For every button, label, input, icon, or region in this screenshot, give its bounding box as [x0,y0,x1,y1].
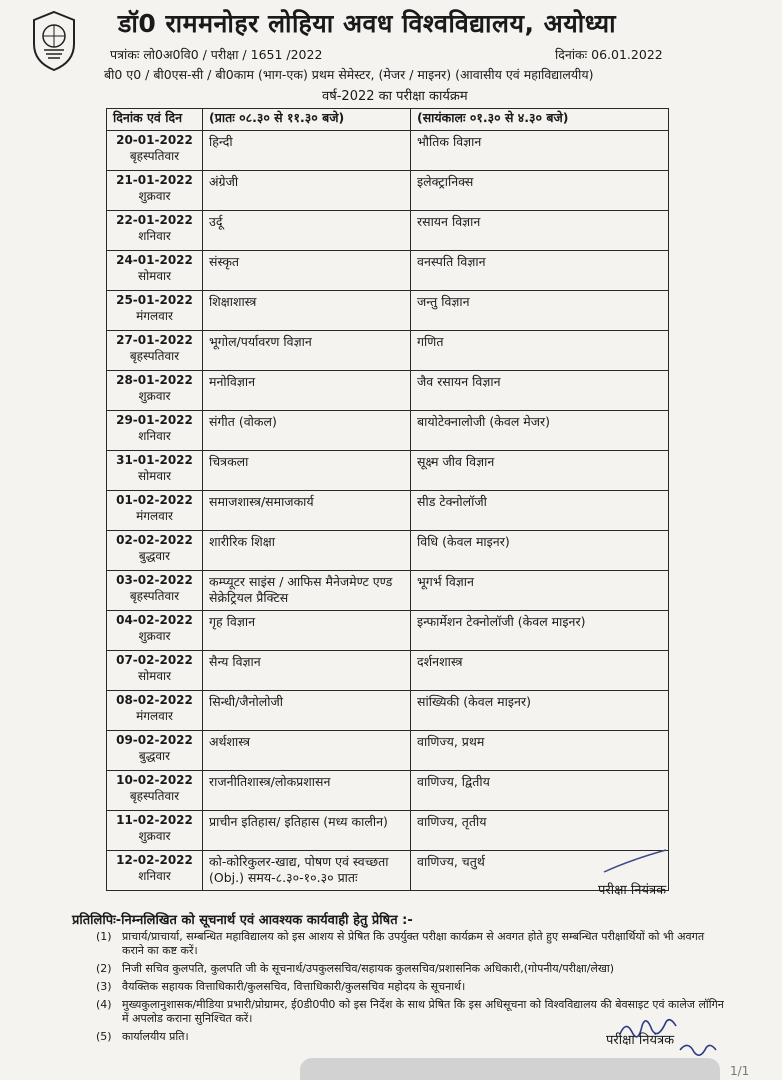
morning-subject-cell: को-कोरिकुलर-खाद्य, पोषण एवं स्वच्छता (Obj.) समय-८.३०-१०.३० प्रातः [203,851,411,891]
morning-subject-cell: गृह विज्ञान [203,611,411,651]
copy-to-heading: प्रतिलिपिः-निम्नलिखित को सूचनार्थ एवं आवश्यक कार्यवाही हेतु प्रेषित :- [72,913,413,928]
table-row [107,171,669,211]
exam-date: 25-01-2022 [116,293,193,307]
evening-subject-cell: बायोटेक्नालोजी (केवल मेजर) [411,411,669,451]
exam-date: 03-02-2022 [116,573,193,587]
exam-weekday: शुक्रवार [138,829,171,843]
date-day-cell [107,251,203,291]
evening-subject-cell: जैव रसायन विज्ञान [411,371,669,411]
evening-subject-cell: सीड टेक्नोलॉजी [411,491,669,531]
table-row [107,411,669,451]
exam-date: 07-02-2022 [116,653,193,667]
table-header-row [107,109,669,131]
exam-date: 21-01-2022 [116,173,193,187]
list-item-text: वैयक्तिक सहायक वित्ताधिकारी/कुलसचिव, वित्ताधिकारी/कुलसचिव महोदय के सूचनार्थ। [122,980,466,993]
morning-subject-cell: प्राचीन इतिहास/ इतिहास (मध्य कालीन) [203,811,411,851]
evening-subject-cell: वाणिज्य, प्रथम [411,731,669,771]
table-row [107,531,669,571]
morning-subject-cell: मनोविज्ञान [203,371,411,411]
morning-subject-cell: समाजशास्त्र/समाजकार्य [203,491,411,531]
evening-subject-cell: दर्शनशास्त्र [411,651,669,691]
morning-subject-cell: शारीरिक शिक्षा [203,531,411,571]
exam-date: 10-02-2022 [116,773,193,787]
exam-weekday: मंगलवार [136,309,173,323]
list-item-number: (4) [96,998,112,1011]
table-row [107,731,669,771]
date-day-cell [107,611,203,651]
evening-subject-cell: वाणिज्य, तृतीय [411,811,669,851]
morning-subject-cell: हिन्दी [203,131,411,171]
date-day-cell [107,811,203,851]
table-row [107,811,669,851]
morning-subject-cell: संगीत (वोकल) [203,411,411,451]
exam-controller-signature-title: परीक्षा नियंत्रक [606,1033,675,1048]
exam-date: 27-01-2022 [116,333,193,347]
exam-date: 04-02-2022 [116,613,193,627]
date-day-cell [107,651,203,691]
exam-weekday: शनिवार [138,869,171,883]
exam-weekday: शुक्रवार [138,629,171,643]
signature-stroke [600,846,670,876]
evening-subject-cell: गणित [411,331,669,371]
list-item-number: (3) [96,980,112,993]
exam-weekday: शनिवार [138,229,171,243]
evening-subject-cell: वाणिज्य, द्वितीय [411,771,669,811]
list-item-number: (2) [96,962,112,975]
exam-weekday: सोमवार [137,669,172,683]
exam-date: 01-02-2022 [116,493,193,507]
table-row [107,611,669,651]
table-row [107,491,669,531]
table-row [107,291,669,331]
morning-subject-cell: उर्दू [203,211,411,251]
list-item [96,962,726,976]
exam-date: 08-02-2022 [116,693,193,707]
exam-weekday: बुद्धवार [138,749,171,763]
list-item-text: निजी सचिव कुलपति, कुलपति जी के सूचनार्थ/उपकुलसचिव/सहायक कुलसचिव/प्रशासनिक अधिकारी,(गोपनीय/परीक्षा/लेखा) [122,962,615,975]
date-day-cell [107,211,203,251]
morning-subject-cell: संस्कृत [203,251,411,291]
exam-date: 09-02-2022 [116,733,193,747]
table-row [107,251,669,291]
morning-subject-cell: चित्रकला [203,451,411,491]
date-day-cell [107,491,203,531]
exam-weekday: बृहस्पतिवार [129,349,180,363]
exam-date: 11-02-2022 [116,813,193,827]
header-date-day: दिनांक एवं दिन [107,109,203,131]
morning-subject-cell: अर्थशास्त्र [203,731,411,771]
date-day-cell [107,571,203,611]
list-item [96,980,726,994]
morning-subject-cell: भूगोल/पर्यावरण विज्ञान [203,331,411,371]
morning-subject-cell: सिन्धी/जैनोलोजी [203,691,411,731]
table-row [107,651,669,691]
evening-subject-cell: इन्फार्मेशन टेक्नोलॉजी (केवल माइनर) [411,611,669,651]
date-day-cell [107,331,203,371]
exam-date: 20-01-2022 [116,133,193,147]
exam-weekday: बृहस्पतिवार [129,589,180,603]
table-row [107,451,669,491]
date-day-cell [107,371,203,411]
date-day-cell [107,531,203,571]
date-day-cell [107,131,203,171]
exam-weekday: शुक्रवार [138,389,171,403]
subtitle-schedule-line: वर्ष-2022 का परीक्षा कार्यक्रम [322,89,468,104]
exam-weekday: शनिवार [138,429,171,443]
date-day-cell [107,771,203,811]
evening-subject-cell: सूक्ष्म जीव विज्ञान [411,451,669,491]
list-item-text: कार्यालयीय प्रति। [122,1030,189,1043]
exam-schedule-table [106,108,669,891]
page-indicator: 1/1 [730,1064,750,1078]
evening-subject-cell: रसायन विज्ञान [411,211,669,251]
date-day-cell [107,171,203,211]
exam-weekday: बुद्धवार [138,549,171,563]
date-day-cell [107,731,203,771]
university-seal-logo [30,10,78,72]
exam-date: 22-01-2022 [116,213,193,227]
exam-weekday: बृहस्पतिवार [129,149,180,163]
morning-subject-cell: शिक्षाशास्त्र [203,291,411,331]
exam-date: 28-01-2022 [116,373,193,387]
table-row [107,331,669,371]
evening-subject-cell: वनस्पति विज्ञान [411,251,669,291]
morning-subject-cell: कम्प्यूटर साइंस / आफिस मैनेजमेण्ट एण्ड सेक्रेट्रियल प्रैक्टिस [203,571,411,611]
header-morning-shift: (प्रातः ०८.३० से ११.३० बजे) [203,109,411,131]
table-row [107,691,669,731]
table-row [107,571,669,611]
evening-subject-cell: भौतिक विज्ञान [411,131,669,171]
table-row [107,371,669,411]
header-evening-shift: (सायंकालः ०१.३० से ४.३० बजे) [411,109,669,131]
exam-date: 02-02-2022 [116,533,193,547]
exam-weekday: सोमवार [137,269,172,283]
table-row [107,851,669,891]
exam-date: 31-01-2022 [116,453,193,467]
issue-date: दिनांकः 06.01.2022 [555,47,663,62]
evening-subject-cell: विधि (केवल माइनर) [411,531,669,571]
date-day-cell [107,291,203,331]
subtitle-course-line: बी0 ए0 / बी0एस-सी / बी0काम (भाग-एक) प्रथम सेमेस्टर, (मेजर / माइनर) (आवासीय एवं महाविद्यालयीय) [104,67,594,82]
reference-number: पत्रांकः लो0अ0वि0 / परीक्षा / 1651 /2022 [110,47,323,62]
morning-subject-cell: अंग्रेजी [203,171,411,211]
list-item-number: (1) [96,930,112,943]
list-item-text: मुख्यकुलानुशासक/मीडिया प्रभारी/प्रोग्रामर, ई0डी0पी0 को इस निर्देश के साथ प्रेषित कि इस अधिसूचना को विश्वविद्यालय की बेवसाइट एवं कालेज लॉगिन में अपलोड कराना सुनिश्चित करें। [122,998,724,1025]
date-day-cell [107,851,203,891]
list-item-number: (5) [96,1030,112,1043]
evening-subject-cell: वाणिज्य, चतुर्थ [411,851,669,891]
exam-weekday: मंगलवार [136,509,173,523]
exam-weekday: सोमवार [137,469,172,483]
table-row [107,771,669,811]
table-row [107,211,669,251]
exam-date: 29-01-2022 [116,413,193,427]
morning-subject-cell: राजनीतिशास्त्र/लोकप्रशासन [203,771,411,811]
exam-date: 24-01-2022 [116,253,193,267]
evening-subject-cell: सांख्यिकी (केवल माइनर) [411,691,669,731]
list-item [96,930,726,958]
evening-subject-cell: इलेक्ट्रानिक्स [411,171,669,211]
morning-subject-cell: सैन्य विज्ञान [203,651,411,691]
list-item-text: प्राचार्य/प्राचार्या, सम्बन्धित महाविद्यालय को इस आशय से प्रेषित कि उपर्युक्त परीक्षा कार्यक्रम से अवगत होते हुए सम्बन्धित परीक्षार्थियों को भी अवगत कराने का कष्ट करें। [122,930,705,957]
evening-subject-cell: जन्तु विज्ञान [411,291,669,331]
exam-date: 12-02-2022 [116,853,193,867]
evening-subject-cell: भूगर्भ विज्ञान [411,571,669,611]
table-row [107,131,669,171]
exam-weekday: मंगलवार [136,709,173,723]
date-day-cell [107,411,203,451]
university-title: डॉ0 राममनोहर लोहिया अवध विश्वविद्यालय, अयोध्या [118,9,617,38]
exam-weekday: शुक्रवार [138,189,171,203]
exam-weekday: बृहस्पतिवार [129,789,180,803]
exam-controller-title: परीक्षा नियंत्रक [598,883,667,898]
date-day-cell [107,691,203,731]
date-day-cell [107,451,203,491]
viewer-toolbar[interactable] [300,1058,720,1080]
